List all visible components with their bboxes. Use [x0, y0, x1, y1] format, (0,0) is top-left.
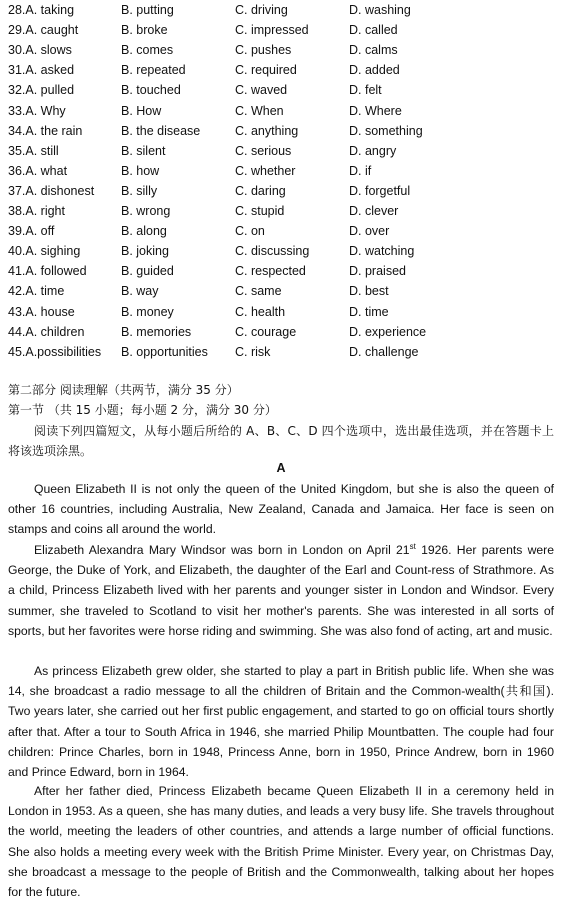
question-option-row [0, 342, 562, 362]
option-c: C. respected [235, 264, 306, 279]
question-option-row [0, 60, 562, 80]
option-c: C. required [235, 63, 297, 78]
option-c: C. driving [235, 3, 288, 17]
option-b: B. memories [121, 324, 192, 339]
option-a: 33.A. Why [8, 103, 66, 118]
option-c: C. health [235, 304, 286, 319]
question-option-row [0, 302, 562, 322]
question-option-row [0, 201, 562, 221]
option-a: 45.A.possibilities [8, 344, 102, 359]
option-d: D. called [349, 23, 398, 38]
option-b: B. comes [121, 43, 174, 58]
option-d: D. Where [349, 103, 402, 118]
ordinal-suffix: st [409, 541, 416, 551]
option-c: C. impressed [235, 23, 309, 38]
option-b: B. touched [121, 83, 181, 98]
question-option-row [0, 20, 562, 40]
question-option-row [0, 121, 562, 141]
option-d: D. felt [349, 83, 382, 98]
option-c: C. waved [235, 83, 288, 98]
option-d: D. clever [349, 204, 399, 218]
option-c: C. pushes [235, 43, 292, 58]
paragraph-4: After her father died, Princess Elizabeth became Queen Elizabeth II in a ceremony held in London in 1953. As a queen, she has many duties, and leads a very busy life. She travels throughout the world, meeting the leaders of other countries, and attends a large number of official functions. She also holds a meeting every week with the British Prime Minister. Every year, on Christmas Day, she broadcast a message to the people of British and the Commonwealth, talking about her hopes for the future. [8, 784, 554, 900]
option-a: 34.A. the rain [8, 123, 83, 138]
option-d: D. best [349, 284, 389, 299]
option-a: 39.A. off [8, 224, 55, 239]
option-b: B. the disease [121, 123, 201, 138]
option-d: D. experience [349, 324, 427, 339]
question-option-row [0, 322, 562, 342]
option-b: B. along [121, 224, 167, 239]
option-d: D. forgetful [349, 183, 411, 198]
option-b: B. wrong [121, 204, 171, 218]
option-c: C. anything [235, 123, 299, 138]
option-a: 37.A. dishonest [8, 183, 95, 198]
option-b: B. repeated [121, 63, 186, 78]
option-b: B. guided [121, 264, 174, 279]
option-d: D. over [349, 224, 390, 239]
passage-title: A [276, 461, 286, 475]
paragraph-2 [8, 540, 554, 641]
option-d: D. watching [349, 244, 415, 259]
question-option-row [0, 80, 562, 100]
option-a: 41.A. followed [8, 264, 87, 279]
option-d: D. calms [349, 43, 398, 58]
option-b: B. broke [121, 23, 168, 38]
question-option-row [0, 161, 562, 181]
option-d: D. time [349, 304, 389, 319]
option-a: 28.A. taking [8, 3, 75, 17]
option-c: C. whether [235, 163, 296, 178]
question-option-row [0, 281, 562, 301]
option-b: B. how [121, 163, 160, 178]
option-c: C. discussing [235, 244, 310, 259]
option-c: C. When [235, 103, 284, 118]
option-c: C. risk [235, 344, 271, 359]
option-a: 32.A. pulled [8, 83, 75, 98]
option-a: 36.A. what [8, 163, 68, 178]
question-option-row [0, 181, 562, 201]
option-c: C. stupid [235, 204, 285, 218]
option-d: D. washing [349, 3, 411, 17]
part-title: 第二部分 阅读理解（共两节，满分 35 分） [8, 383, 239, 397]
option-b: B. silent [121, 143, 166, 158]
option-a: 29.A. caught [8, 23, 79, 38]
paragraph-1: Queen Elizabeth II is not only the queen of the United Kingdom, but she is also the queen of other 16 countries, including Australia, New Zealand, Canada and Jamaica. Her face is seen on stamps and coins all around the world. [8, 482, 554, 537]
question-option-row [0, 261, 562, 281]
option-a: 31.A. asked [8, 63, 75, 78]
option-a: 44.A. children [8, 324, 85, 339]
question-option-row [0, 141, 562, 161]
option-b: B. putting [121, 3, 174, 17]
option-a: 40.A. sighing [8, 244, 81, 259]
option-b: B. opportunities [121, 344, 208, 359]
option-a: 30.A. slows [8, 43, 72, 58]
question-option-row [0, 0, 562, 20]
paragraph-2-text-a: Elizabeth Alexandra Mary Windsor was born in London on April 21 [34, 543, 410, 557]
option-b: B. way [121, 284, 159, 299]
instructions: 阅读下列四篇短文，从每小题后所给的 A、B、C、D 四个选项中，选出最佳选项，并在答题卡上将该选项涂黑。 [8, 424, 554, 458]
option-d: D. challenge [349, 344, 419, 359]
question-option-row [0, 241, 562, 261]
option-b: B. silly [121, 183, 158, 198]
option-b: B. joking [121, 244, 169, 259]
option-c: C. same [235, 284, 282, 299]
question-option-row [0, 101, 562, 121]
option-c: C. daring [235, 183, 286, 198]
paragraph-2-text-b: 1926. Her parents were George, the Duke of York, and Elizabeth, the daughter of the Earl and Count-ress of Strathmore. As a child, Princess Elizabeth lived with her parents and younger sister in London and Windsor. Every summer, she traveled to Scotland to visit her mother's parents. She was interested in all sorts of sports, but her favorites were horse riding and swimming. She was also fond of acting, art and music. [8, 543, 555, 638]
option-c: C. on [235, 224, 265, 239]
question-option-row [0, 40, 562, 60]
option-d: D. added [349, 63, 400, 78]
option-c: C. courage [235, 324, 297, 339]
option-d: D. something [349, 123, 423, 138]
option-a: 38.A. right [8, 204, 65, 218]
option-d: D. angry [349, 143, 397, 158]
option-d: D. praised [349, 264, 406, 279]
option-a: 35.A. still [8, 143, 59, 158]
option-b: B. money [121, 304, 174, 319]
question-option-row [0, 221, 562, 241]
section-subtitle: 第一节 （共 15 小题；每小题 2 分，满分 30 分） [8, 403, 277, 417]
paragraph-3: As princess Elizabeth grew older, she started to play a part in British public life. When she was 14, she broadcast a radio message to all the children of Britain and the Common-wealth(共和国). Two years later, she carried out her first public engagement, and started to go on official tours shortly after that. After a tour to South Africa in 1946, she married Philip Mountbatten. The couple had four children: Prince Charles, born in 1948, Princess Anne, born in 1950, Prince Andrew, born in 1960 and Prince Edward, born in 1964. [8, 664, 554, 780]
option-a: 43.A. house [8, 304, 75, 319]
option-b: B. How [121, 103, 162, 118]
option-a: 42.A. time [8, 284, 65, 299]
option-d: D. if [349, 163, 372, 178]
option-c: C. serious [235, 143, 292, 158]
